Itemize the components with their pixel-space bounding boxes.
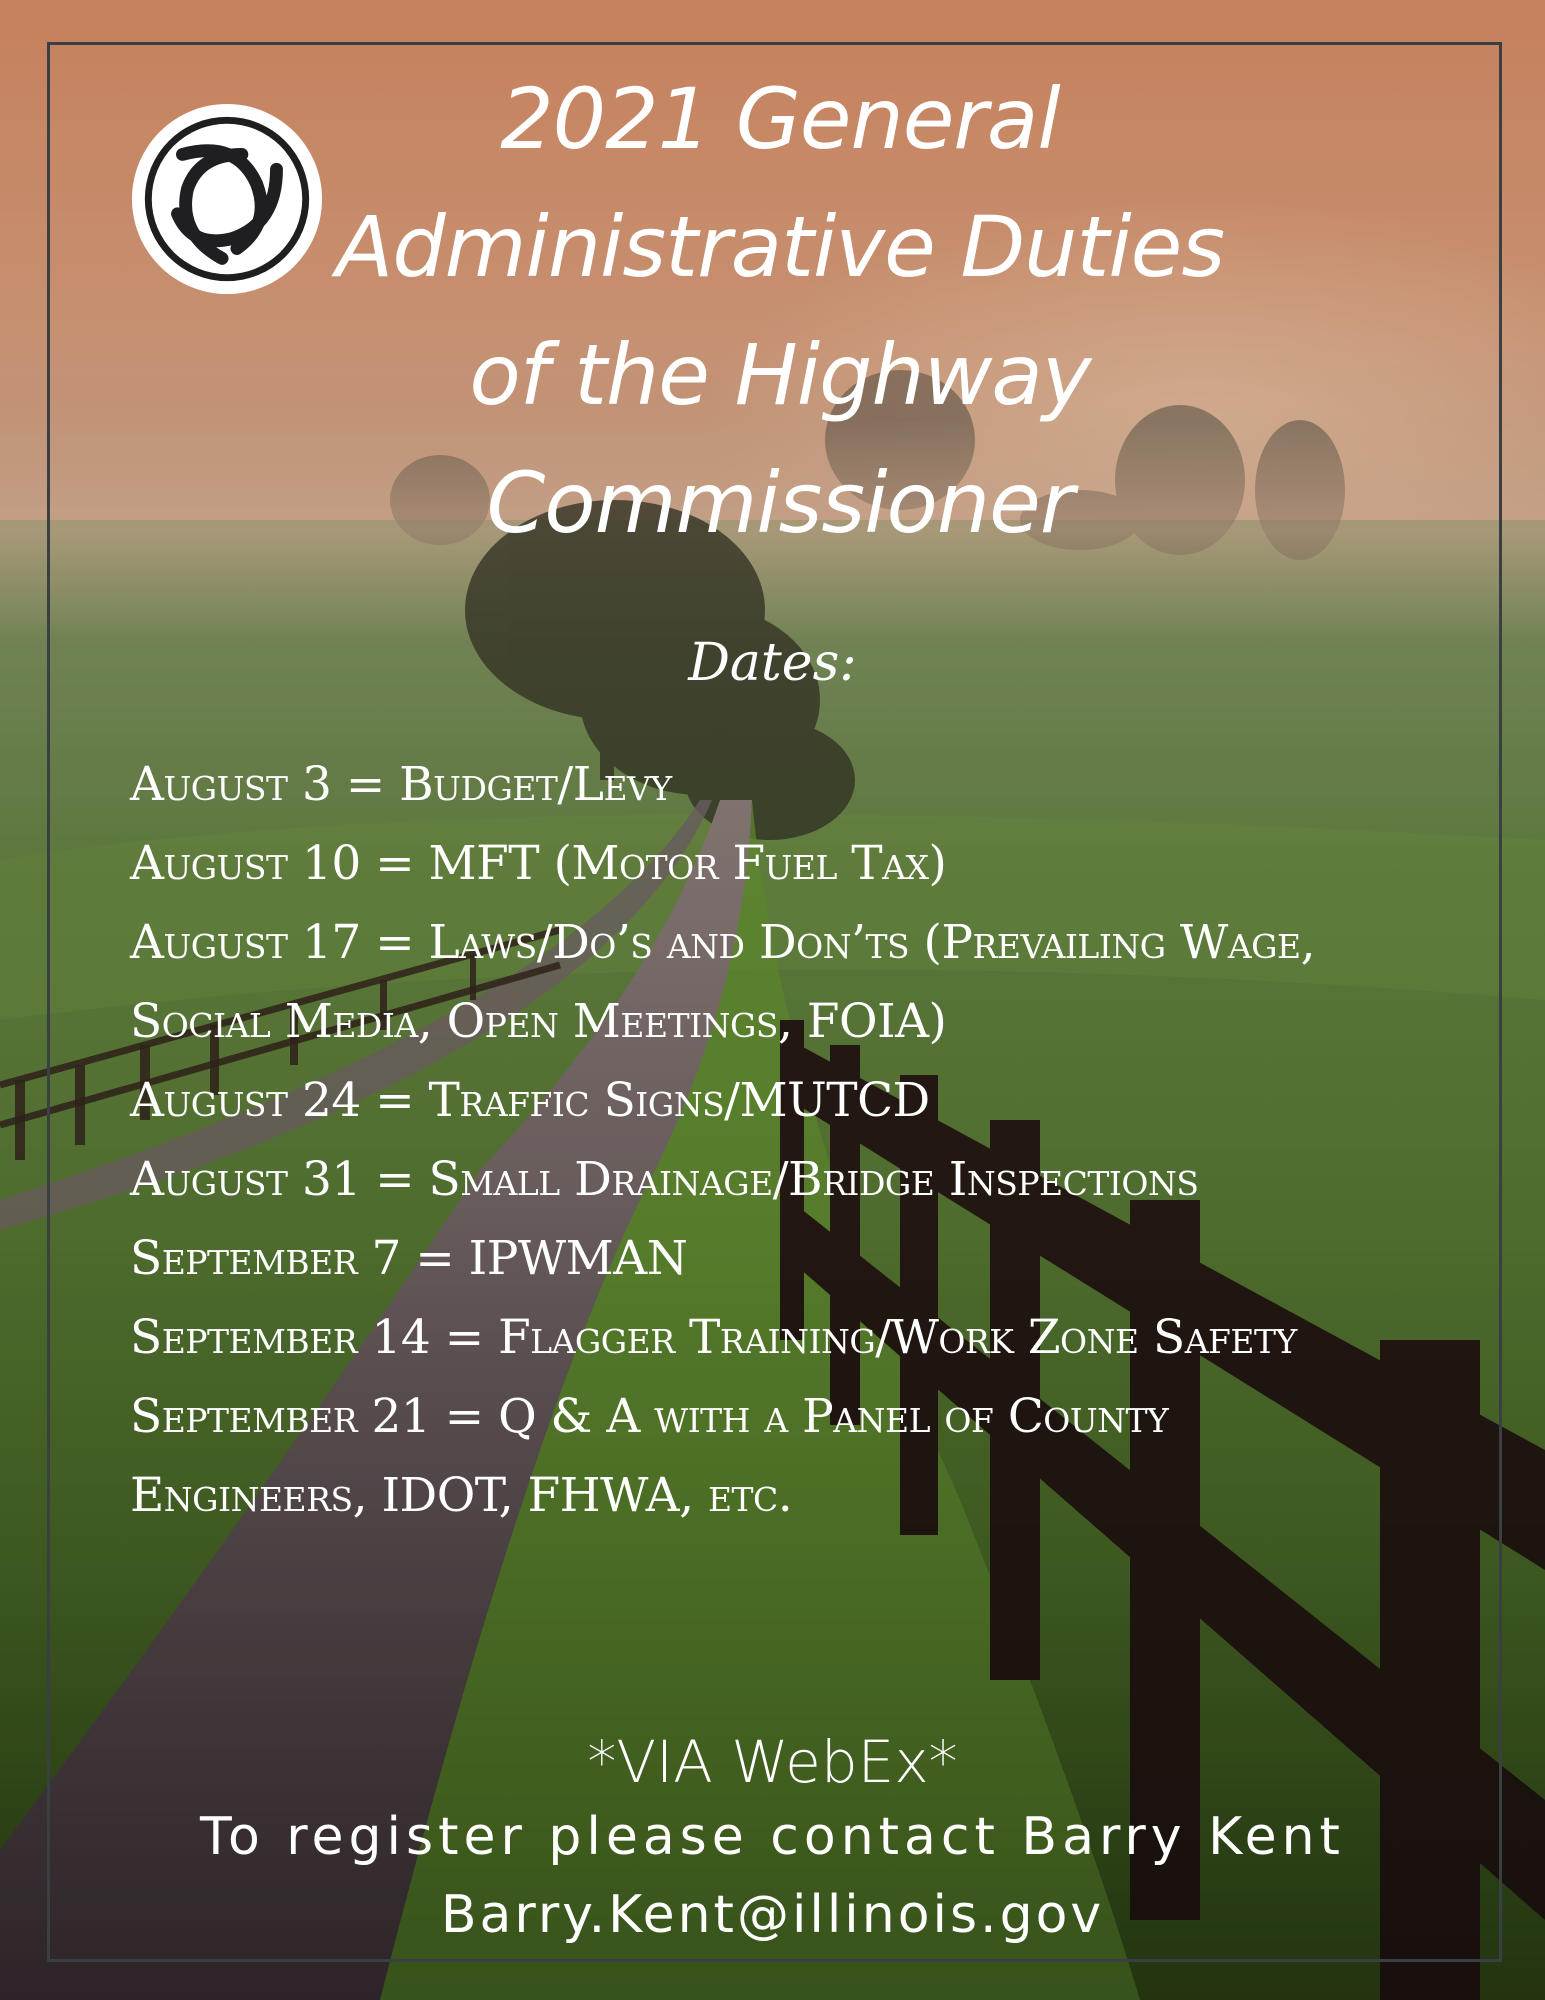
schedule-line: August 10 = MFT (Motor Fuel Tax) (130, 836, 947, 891)
schedule-line: Engineers, IDOT, FHWA, etc. (130, 1468, 793, 1523)
schedule-list (130, 745, 1470, 1535)
schedule-line: August 31 = Small Drainage/Bridge Inspections (130, 1152, 1199, 1207)
triquetra-logo-icon (128, 100, 326, 298)
contact-email[interactable]: Barry.Kent@illinois.gov (440, 1885, 1105, 1945)
dates-heading: Dates: (688, 633, 857, 693)
title-line: Administrative Duties (335, 198, 1225, 296)
schedule-line: August 3 = Budget/Levy (130, 757, 672, 812)
title-line: 2021 General (500, 70, 1060, 168)
webex-note: *VIA WebEx* (587, 1728, 958, 1796)
schedule-line: August 17 = Laws/Do’s and Don’ts (Prevailing Wage, (130, 915, 1316, 970)
schedule-line: September 14 = Flagger Training/Work Zone Safety (130, 1310, 1297, 1365)
schedule-line: Social Media, Open Meetings, FOIA) (130, 994, 947, 1049)
schedule-line: September 21 = Q & A with a Panel of County (130, 1389, 1169, 1444)
title-line: of the Highway (469, 326, 1091, 424)
register-instruction: To register please contact Barry Kent (200, 1807, 1345, 1867)
schedule-line: September 7 = IPWMAN (130, 1231, 688, 1286)
title-line: Commissioner (486, 454, 1074, 552)
flyer-title (330, 55, 1230, 567)
schedule-line: August 24 = Traffic Signs/MUTCD (130, 1073, 930, 1128)
